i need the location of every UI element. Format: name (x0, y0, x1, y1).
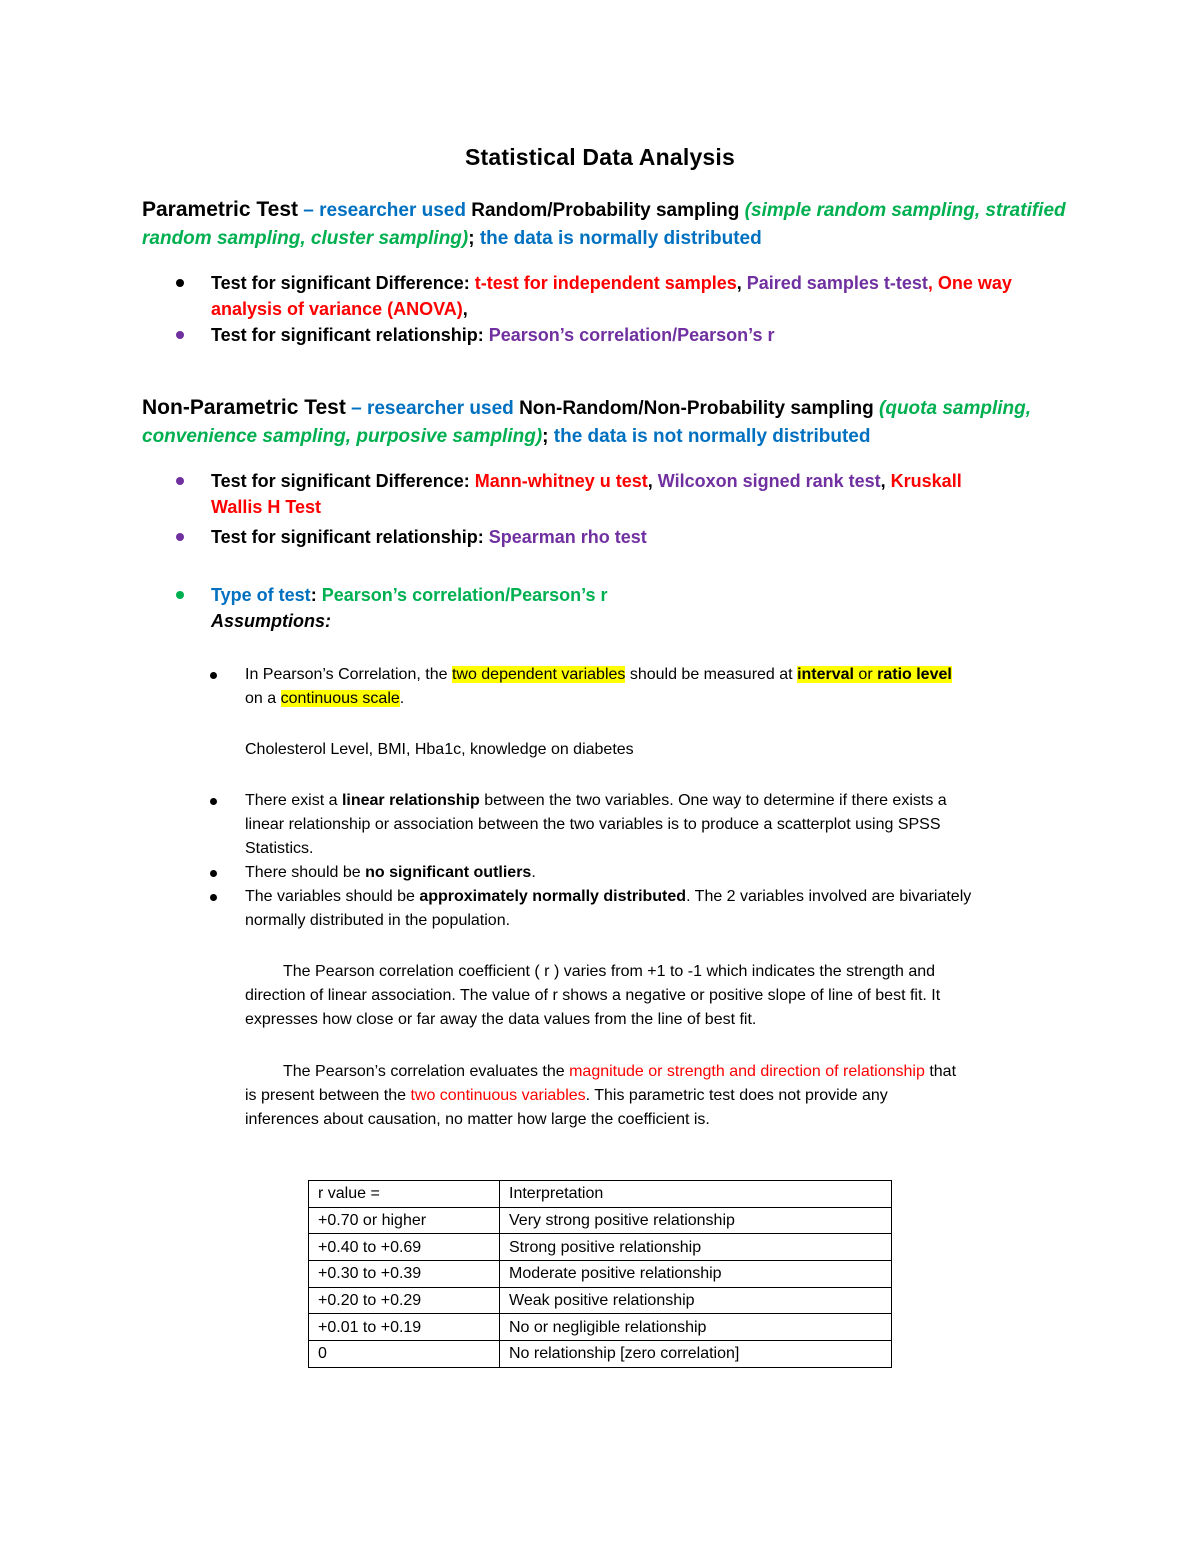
nonparametric-heading: Non-Parametric Test (142, 396, 346, 419)
parametric-heading: Parametric Test (142, 198, 299, 221)
table-cell: +0.70 or higher (309, 1207, 500, 1234)
nonparametric-heading-line: Non-Parametric Test – researcher used Non-Random/Non-Probability sampling (quota sampling, convenience sampling, purposive sampling); the data is not normally distributed (142, 396, 1032, 447)
bullet-icon (210, 894, 217, 901)
table-cell: No relationship [zero correlation] (500, 1341, 892, 1368)
assumption-1: In Pearson’s Correlation, the two dependent variables should be measured at interval or ratio level on a continuous scale. (245, 666, 952, 707)
parametric-relationship-bullet: Test for significant relationship: Pearson’s correlation/Pearson’s r (211, 325, 775, 345)
table-header-cell: Interpretation (500, 1181, 892, 1208)
table-cell: +0.30 to +0.39 (309, 1261, 500, 1288)
table-cell: Very strong positive relationship (500, 1207, 892, 1234)
parametric-difference-bullet: Test for significant Difference: t-test for independent samples, Paired samples t-test, One way analysis of variance (ANOVA), (211, 273, 1012, 319)
parametric-distribution: the data is normally distributed (474, 228, 762, 249)
table-cell: No or negligible relationship (500, 1314, 892, 1341)
table-cell: +0.20 to +0.29 (309, 1287, 500, 1314)
table-row (309, 1234, 892, 1261)
bullet-icon (176, 279, 184, 287)
parametric-sampling: Random/Probability sampling (471, 200, 745, 221)
correlation-paragraph: The Pearson’s correlation evaluates the magnitude or strength and direction of relationship that is present between the two continuous variables. This parametric test does not provide any inferences about causation, no matter how large the coefficient is. (245, 1063, 957, 1128)
bullet-icon (210, 798, 217, 805)
bullet-icon (176, 477, 184, 485)
table-cell: Moderate positive relationship (500, 1261, 892, 1288)
table-cell: +0.01 to +0.19 (309, 1314, 500, 1341)
nonparametric-distribution: the data is not normally distributed (548, 426, 871, 447)
nonparametric-sampling: Non-Random/Non-Probability sampling (519, 398, 880, 419)
table-cell: Weak positive relationship (500, 1287, 892, 1314)
bullet-icon (176, 591, 184, 599)
bullet-icon (210, 870, 217, 877)
bullet-icon (210, 672, 217, 679)
table-header-row (309, 1181, 892, 1208)
table-cell: 0 (309, 1341, 500, 1368)
parametric-examples: (simple random sampling, stratified (744, 200, 1066, 221)
table-row (309, 1207, 892, 1234)
bullet-icon (176, 331, 184, 339)
page-title: Statistical Data Analysis (464, 144, 736, 170)
type-of-test: Type of test: Pearson’s correlation/Pearson’s r Assumptions: (211, 582, 1071, 634)
table-row (309, 1341, 892, 1368)
r-value-table (308, 1180, 892, 1368)
table-row (309, 1261, 892, 1288)
nonparametric-relationship-bullet: Test for significant relationship: Spearman rho test (211, 527, 647, 547)
assumption-example: Cholesterol Level, BMI, Hba1c, knowledge on diabetes (245, 741, 634, 758)
assumption-4: The variables should be approximately normally distributed. The 2 variables involved are bivariately normally distributed in the population. (245, 888, 972, 929)
parametric-heading-line: Parametric Test – researcher used Random/Probability sampling (simple random sampling, stratified random sampling, cluster sampling); the data is normally distributed (142, 198, 1066, 249)
researcher-used: researcher used (319, 200, 472, 221)
coefficient-paragraph: The Pearson correlation coefficient ( r ) varies from +1 to -1 which indicates the strength and direction of linear association. The value of r shows a negative or positive slope of line of best fit. It expresses how close or far away the data values from the line of best fit. (245, 963, 941, 1028)
assumptions-heading: Assumptions: (211, 611, 332, 631)
table-header-cell: r value = (309, 1181, 500, 1208)
assumption-2: There exist a linear relationship between the two variables. One way to determine if there exists a linear relationship or association between the two variables is to produce a scatterplot using SPSS Statistics. (245, 792, 947, 857)
bullet-icon (176, 533, 184, 541)
table-row (309, 1314, 892, 1341)
table-cell: Strong positive relationship (500, 1234, 892, 1261)
table-cell: +0.40 to +0.69 (309, 1234, 500, 1261)
nonparametric-difference-bullet: Test for significant Difference: Mann-whitney u test, Wilcoxon signed rank test, Kruskall Wallis H Test (211, 471, 962, 517)
assumption-3: There should be no significant outliers. (245, 864, 536, 881)
table-row (309, 1287, 892, 1314)
